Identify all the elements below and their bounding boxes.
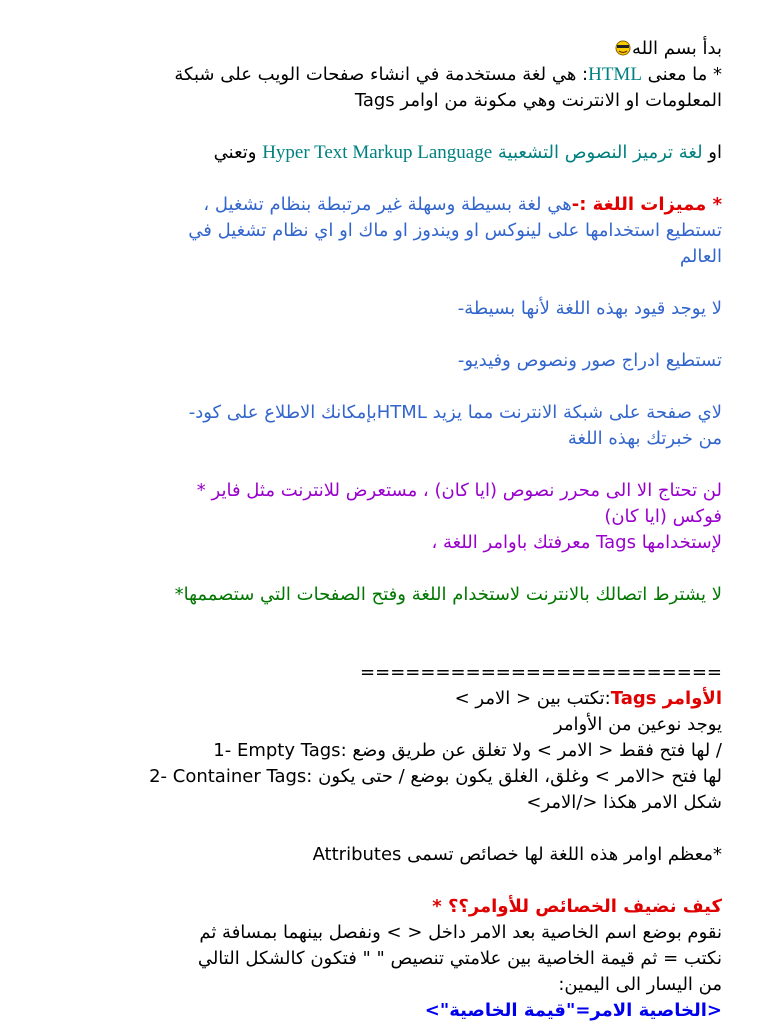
intro-line-1-text: بدأ بسم الله — [631, 38, 722, 59]
features-heading-line — [46, 192, 722, 218]
requirements-line-2: فوكس (ايا كان) — [604, 506, 722, 527]
requirements-line-1: لن تحتاج الا الى محرر نصوص (ايا كان) ، مستعرض للانترنت مثل فاير * — [196, 480, 722, 501]
attributes-para-2: نكتب = ثم قيمة الخاصية بين علامتي تنصيص " " فتكون كالشكل التالي — [197, 948, 722, 969]
attributes-para-3: من اليسار الى اليمين: — [558, 974, 722, 995]
container-tags-line: 2- Container Tags: لها فتح <الامر > وغلق، الغلق يكون بوضع / حتى يكون — [149, 766, 722, 787]
attributes-question: كيف نضيف الخصائص للأوامر؟؟ * — [432, 896, 722, 917]
html-arabic-meaning: لغة ترميز النصوص التشعبية — [497, 142, 703, 163]
tag-types-intro: يوجد نوعين من الأوامر — [553, 714, 722, 735]
intro-means: وتعني — [213, 142, 263, 163]
attributes-para-1: نقوم بوضع اسم الخاصية بعد الامر داخل < > ونفصل بينهما بمسافة ثم — [199, 922, 722, 943]
features-line-4: لا يوجد قيود بهذه اللغة لأنها بسيطة- — [457, 298, 722, 319]
features-line-3: العالم — [679, 246, 722, 267]
requirements-line-3: لإستخدامها Tags معرفتك باوامر اللغة ، — [431, 532, 722, 553]
features-line-6: لاي صفحة على شبكة الانترنت مما يزيد HTMLبإمكانك الاطلاع على كود- — [188, 402, 722, 423]
requirements-line-4: لا يشترط اتصالك بالانترنت لاستخدام اللغة وفتح الصفحات التي ستصممها* — [174, 584, 722, 605]
html-full-name: Hyper Text Markup Language — [262, 142, 493, 163]
attribute-syntax-example: <الخاصية الامر="قيمة الخاصية"> — [424, 1000, 722, 1021]
features-line-5: تستطيع ادراج صور ونصوص وفيديو- — [457, 350, 722, 371]
intro-line-2 — [46, 62, 722, 88]
html-term: HTML — [588, 64, 642, 85]
features-line-7: من خبرتك بهذه اللغة — [567, 428, 722, 449]
tags-syntax: :تكتب بين < الامر > — [454, 688, 611, 709]
intro-star: * ما معنى — [641, 64, 722, 85]
closing-tag-form: شكل الامر هكذا </الامر> — [526, 792, 722, 813]
features-line-2: تستطيع استخدامها على لينوكس او ويندوز او ماك او اي نظام تشغيل في — [188, 220, 722, 241]
attributes-intro: Attributes معظم اوامر هذه اللغة لها خصائص تسمى* — [312, 844, 722, 865]
intro-line-3: Tags المعلومات او الانترنت وهي مكونة من اوامر — [354, 90, 722, 111]
empty-tags-line: 1- Empty Tags: لها فتح فقط < الامر > ولا تغلق عن طريق وضع / — [213, 740, 722, 761]
tags-heading-line — [46, 686, 722, 712]
intro-line-4 — [46, 140, 722, 166]
intro-definition: : هي لغة مستخدمة في انشاء صفحات الويب على شبكة — [174, 64, 589, 85]
smiley-emoticon-icon — [614, 40, 632, 56]
section-separator: ======================== — [360, 662, 722, 683]
tags-title: الأوامر Tags — [610, 688, 722, 709]
intro-line-1 — [46, 36, 722, 62]
features-line-1: هي لغة بسيطة وسهلة غير مرتبطة بنظام تشغيل ، — [203, 194, 572, 215]
features-star: * — [706, 194, 722, 215]
features-title: مميزات اللغة :- — [571, 194, 707, 215]
intro-or: او — [702, 142, 722, 163]
